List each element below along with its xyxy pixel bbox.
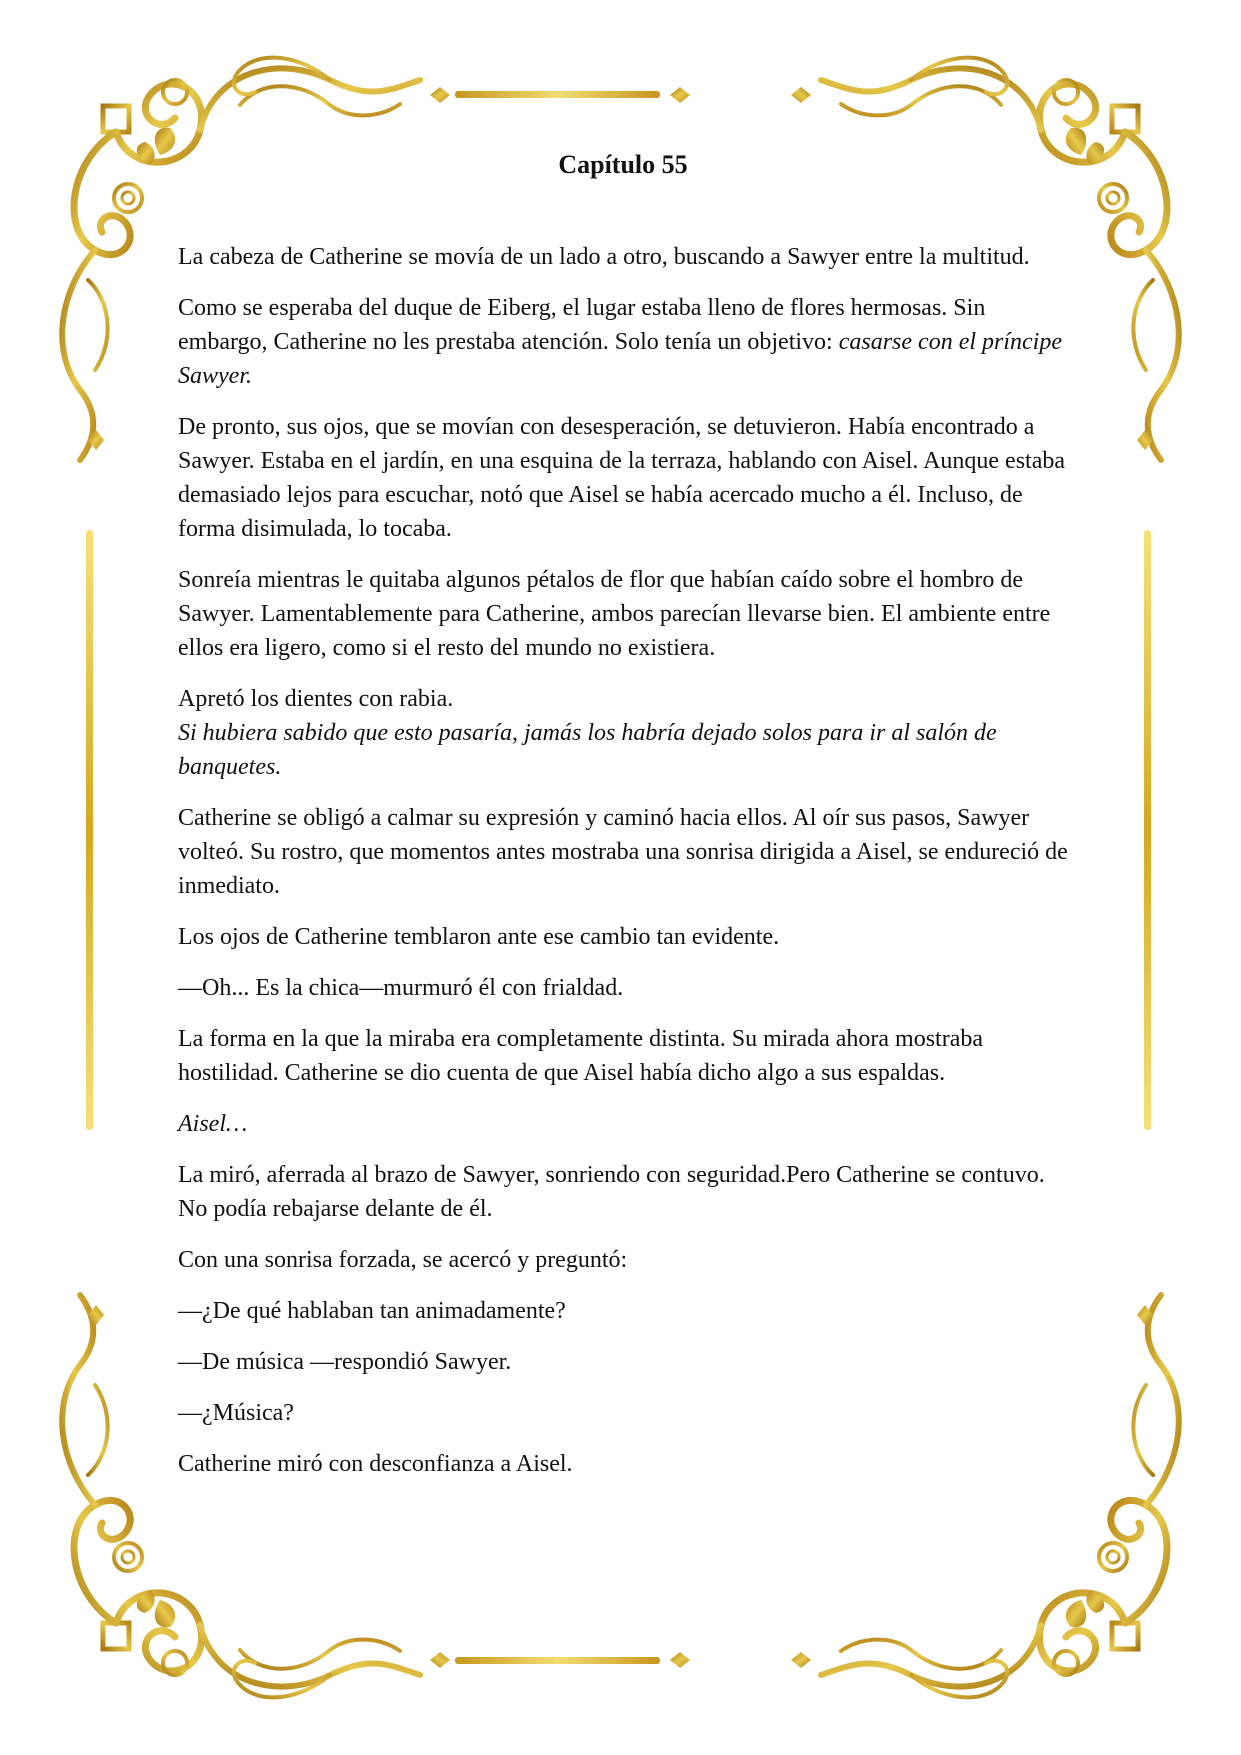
paragraph-11: La miró, aferrada al brazo de Sawyer, sonriendo con seguridad.Pero Catherine se contuvo. No podía rebajarse delante de él. bbox=[178, 1162, 1045, 1222]
paragraph-10: Aisel… bbox=[178, 1111, 248, 1137]
paragraph-7: Los ojos de Catherine temblaron ante ese cambio tan evidente. bbox=[178, 924, 780, 950]
paragraph-9: La forma en la que la miraba era completamente distinta. Su mirada ahora mostraba hostilidad. Catherine se dio cuenta de que Aisel había dicho algo a sus espaldas. bbox=[178, 1026, 984, 1086]
italic-phrase: casarse con el príncipe Sawyer. bbox=[178, 329, 1062, 389]
page-content bbox=[178, 148, 1068, 1498]
paragraph-3: De pronto, sus ojos, que se movían con desesperación, se detuvieron. Había encontrado a Sawyer. Estaba en el jardín, en una esquina de la terraza, hablando con Aisel. Aunque estaba demasiado lejos para escuchar, notó que Aisel se había acercado mucho a él. Incluso, de forma disimulada, lo tocaba. bbox=[178, 414, 1066, 542]
paragraph-2: Como se esperaba del duque de Eiberg, el lugar estaba lleno de flores hermosas. Sin embargo, Catherine no les prestaba atención. Solo tenía un objetivo: casarse con el príncipe Sawyer. bbox=[178, 295, 1062, 389]
paragraph-15: —¿Música? bbox=[178, 1400, 294, 1426]
paragraph-1: La cabeza de Catherine se movía de un lado a otro, buscando a Sawyer entre la multitud. bbox=[178, 244, 1030, 270]
paragraph-4: Sonreía mientras le quitaba algunos pétalos de flor que habían caído sobre el hombro de Sawyer. Lamentablemente para Catherine, ambos parecían llevarse bien. El ambiente entre ellos era ligero, como si el resto del mundo no existiera. bbox=[178, 567, 1051, 661]
paragraph-5: Apretó los dientes con rabia. Si hubiera sabido que esto pasaría, jamás los habría dejado solos para ir al salón de banquetes. bbox=[178, 682, 1068, 784]
paragraph-8: —Oh... Es la chica—murmuró él con frialdad. bbox=[178, 975, 624, 1001]
paragraph-16: Catherine miró con desconfianza a Aisel. bbox=[178, 1451, 573, 1477]
paragraph-13: —¿De qué hablaban tan animadamente? bbox=[178, 1298, 566, 1324]
chapter-title: Capítulo 55 bbox=[558, 150, 688, 179]
paragraph-6: Catherine se obligó a calmar su expresión y caminó hacia ellos. Al oír sus pasos, Sawyer volteó. Su rostro, que momentos antes mostraba una sonrisa dirigida a Aisel, se endureció de inmediato. bbox=[178, 805, 1068, 899]
paragraph-12: Con una sonrisa forzada, se acercó y preguntó: bbox=[178, 1247, 628, 1273]
italic-thought: Si hubiera sabido que esto pasaría, jamás los habría dejado solos para ir al salón de banquetes. bbox=[178, 720, 997, 780]
paragraph-14: —De música —respondió Sawyer. bbox=[178, 1349, 512, 1375]
